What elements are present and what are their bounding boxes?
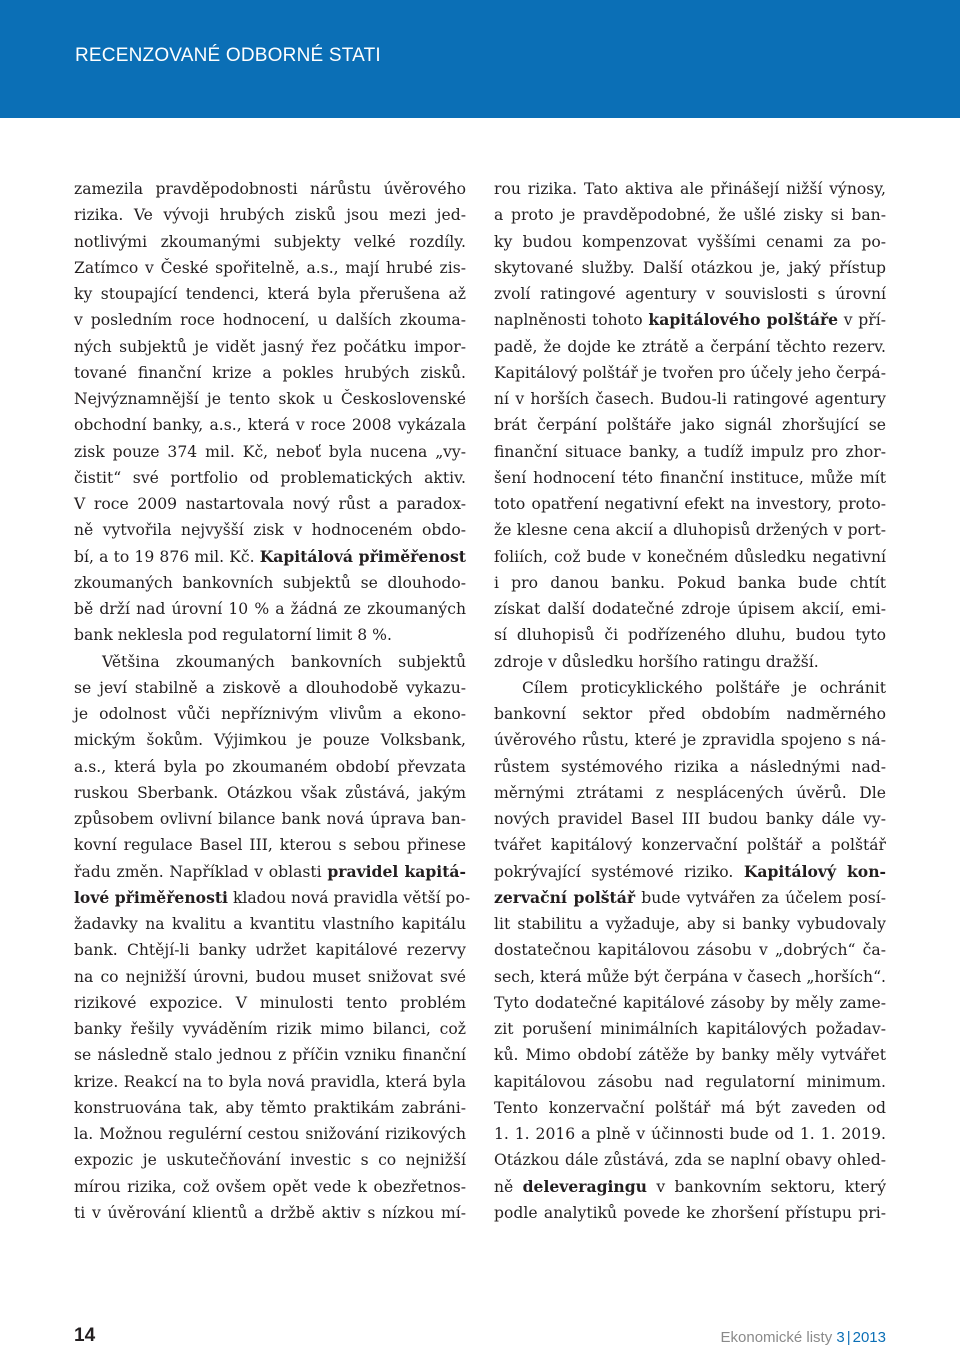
bold-term: zervační polštář — [494, 887, 636, 907]
text-run: toto opatření negativní efekt na investory, proto- — [494, 495, 886, 513]
text-run: zit porušení minimálních kapitálových požadav- — [494, 1020, 886, 1038]
text-line — [74, 465, 466, 491]
text-run: sech, která může být čerpána v časech „horších“. — [494, 967, 886, 986]
text-run: notlivými zkoumanými subjekty velké rozdíly. — [74, 232, 466, 251]
text-run: řadu změn. Například v oblasti — [74, 862, 328, 881]
text-line — [74, 1069, 466, 1095]
text-run: bank. Chtějí-li banky udržet kapitálové rezervy — [74, 941, 466, 960]
text-line — [494, 307, 886, 333]
text-line — [494, 412, 886, 438]
text-line — [74, 622, 466, 648]
text-line — [74, 1121, 466, 1147]
text-line — [494, 281, 886, 307]
text-run: ti v úvěrování klientů a držbě aktiv s nízkou mí- — [74, 1203, 466, 1222]
text-run: kapitálovou zásobu nad regulatorní minimum. — [494, 1072, 886, 1091]
text-line — [494, 885, 886, 911]
text-run: bankovní sektor před obdobím nadměrného — [494, 705, 886, 723]
text-line — [494, 255, 886, 281]
issue-number: 3 — [836, 1329, 845, 1346]
issue-year: 2013 — [852, 1329, 886, 1346]
journal-name: Ekonomické listy — [720, 1329, 833, 1346]
text-run: je odolnost vůči nepříznivým vlivům a ekono- — [74, 705, 466, 723]
footer-separator: | — [846, 1329, 851, 1346]
text-run: nových pravidel Basel III budou banky dále vy- — [494, 810, 886, 828]
text-run: Zatímco v České spořitelně, a.s., mají hrubé zis- — [74, 258, 466, 277]
text-line — [74, 386, 466, 412]
text-run: podle analytiků povede ke zhoršení přístupu pri- — [494, 1203, 886, 1222]
text-line — [494, 832, 886, 858]
bold-term: lové přiměřenosti — [74, 887, 228, 907]
text-line — [74, 360, 466, 386]
text-run: 1. 1. 2016 a plně v účinnosti bude od 1. 1. 2019. — [494, 1125, 886, 1143]
bold-term: kapitálového polštáře — [648, 310, 839, 330]
text-run: že klesne cena akcií a dluhopisů držených v port- — [494, 521, 886, 540]
text-line — [494, 439, 886, 465]
text-line — [494, 491, 886, 517]
text-line — [74, 806, 466, 832]
text-line — [74, 675, 466, 701]
text-run: konstruována tak, aby těmto praktikám zabráni- — [74, 1098, 466, 1117]
text-line — [74, 780, 466, 806]
text-run: rou rizika. Tato aktiva ale přinášejí nižší výnosy, — [494, 180, 886, 198]
text-run: Tento konzervační polštář má být zaveden od — [494, 1098, 886, 1117]
text-line — [74, 544, 466, 570]
text-line — [494, 649, 886, 675]
text-line — [74, 439, 466, 465]
text-run: brát čerpání polštáře jako signál zhoršující se — [494, 416, 886, 435]
text-line — [494, 596, 886, 622]
text-run: lit stabilitu a vyžaduje, aby si banky vybudovaly — [494, 915, 886, 933]
text-line — [74, 911, 466, 937]
text-line — [494, 727, 886, 753]
text-line — [494, 465, 886, 491]
text-line — [74, 859, 466, 885]
text-run: tované finanční krize a pokles hrubých zisků. — [74, 363, 466, 382]
text-run: i pro danou banku. Pokud banka bude chtít — [494, 573, 886, 592]
text-run: úvěrového růstu, které je zpravidla spojeno s ná- — [494, 731, 886, 750]
text-run: a proto je pravděpodobné, že ušlé zisky si ban- — [494, 206, 886, 225]
text-line — [494, 229, 886, 255]
left-text-column — [74, 176, 471, 1226]
bold-term: deleveragingu — [522, 1176, 648, 1196]
text-line — [74, 649, 466, 675]
text-run: bě drží nad úrovní 10 % a žádná ze zkoumaných — [74, 600, 466, 618]
text-run: měrnými ztrátami z nesplácených úvěrů. Dle — [494, 783, 886, 802]
text-line — [74, 202, 466, 228]
text-line — [74, 1174, 466, 1200]
text-line — [74, 885, 471, 911]
bold-term: Kapitálový kon- — [743, 861, 886, 881]
text-run: mírou rizika, což ovšem opět vede k obezřetnos- — [74, 1177, 466, 1196]
text-run: zvolí ratingové agentury v souvislosti s úrovní — [494, 285, 886, 303]
text-line — [74, 1095, 466, 1121]
text-line — [494, 859, 886, 885]
text-run: zamezila pravděpodobnosti nárůstu úvěrového — [74, 180, 466, 198]
text-run: sí dluhopisů či podřízeného dluhu, budou tyto — [494, 626, 886, 645]
text-run: finanční situace banky, a tudíž impulz pro zhor- — [494, 442, 886, 461]
text-run: la. Možnou regulérní cestou snižování rizikových — [74, 1125, 466, 1143]
text-run: foliích, což bude v konečném důsledku negativní — [494, 547, 886, 566]
text-run: ně vytvořila nejvyšší zisk v hodnoceném obdo- — [74, 521, 466, 540]
text-line — [74, 596, 466, 622]
text-run: kladou nová pravidla větší po- — [227, 888, 471, 907]
text-run: získat další dodatečné zdroje úpisem akcií, emi- — [494, 600, 886, 618]
section-title: RECENZOVANÉ ODBORNÉ STATI — [75, 45, 381, 66]
text-run: v posledním roce hodnocení, u dalších zkouma- — [74, 311, 466, 330]
text-run: kovní regulace Basel III, kterou s sebou přinese — [74, 836, 466, 855]
text-run: mickým šokům. Výjimkou je pouze Volksbank, — [74, 731, 466, 750]
text-run: ní v horších časech. Budou-li ratingové agentury — [494, 390, 886, 408]
text-run: banky řešily vyváděním rizik mimo bilanci, což — [74, 1020, 466, 1038]
text-run: rizikové expozice. V minulosti tento problém — [74, 993, 466, 1012]
text-run: ků. Mimo období zátěže by banky měly vytvářet — [494, 1046, 886, 1065]
text-line — [74, 229, 466, 255]
text-line — [74, 570, 466, 596]
text-line — [494, 360, 886, 386]
text-line — [494, 334, 886, 360]
text-run: šení hodnocení této finanční instituce, může mít — [494, 468, 886, 487]
text-line — [74, 990, 466, 1016]
text-run: dostatečnou kapitálovou zásobu v „dobrých“ ča- — [494, 941, 886, 960]
text-line — [494, 754, 886, 780]
text-run: se jeví stabilně a ziskově a dlouhodobě vykazu- — [74, 678, 466, 697]
text-line — [494, 701, 886, 727]
text-line — [494, 1069, 886, 1095]
text-run: v pří- — [838, 311, 886, 330]
text-line — [494, 517, 886, 543]
text-run: a.s., která byla po zkoumaném období převzata — [74, 757, 466, 776]
text-line — [494, 570, 886, 596]
right-text-column — [494, 176, 886, 1226]
text-line — [74, 412, 466, 438]
text-run: způsobem ovlivní bilance bank nová úprava ban- — [74, 810, 466, 828]
text-line — [494, 806, 886, 832]
text-run: expozic je uskutečňování investic s co nejnižší — [74, 1151, 466, 1170]
text-line — [494, 1174, 886, 1200]
text-line — [494, 964, 886, 990]
text-run: ky stoupající tendenci, která byla přerušena až — [74, 285, 466, 303]
text-line — [494, 202, 886, 228]
text-line — [74, 1200, 466, 1226]
text-line — [74, 517, 466, 543]
text-run: růstem systémového rizika a následnými nad- — [494, 757, 886, 776]
text-line — [494, 544, 886, 570]
text-line — [74, 937, 466, 963]
text-line — [494, 1200, 886, 1226]
journal-footer — [721, 1329, 887, 1346]
text-line — [494, 937, 886, 963]
page-number: 14 — [74, 1325, 96, 1346]
text-line — [494, 780, 886, 806]
text-run: krize. Reakcí na to byla nová pravidla, která byla — [74, 1072, 466, 1091]
text-line — [494, 1095, 886, 1121]
text-run: čistit“ své portfolio od problematických aktiv. — [74, 468, 466, 487]
text-line — [74, 1147, 466, 1173]
text-line — [74, 281, 466, 307]
text-run: skytované služby. Další otázkou je, jaký přístup — [494, 258, 886, 277]
text-run: se následně stalo jednou z příčin vzniku finanční — [74, 1046, 466, 1065]
text-line — [74, 1042, 466, 1068]
text-run: Cílem proticyklického polštáře je ochránit — [522, 678, 886, 697]
text-line — [494, 1147, 886, 1173]
text-line — [74, 832, 466, 858]
text-run: bude vytvářen za účelem posí- — [635, 888, 886, 907]
text-line — [74, 701, 466, 727]
text-line — [74, 727, 466, 753]
text-line — [494, 386, 886, 412]
text-line — [494, 1016, 886, 1042]
text-run: na co nejnižší úrovni, budou muset snižovat své — [74, 967, 466, 986]
bold-term: pravidel kapitá- — [327, 861, 466, 881]
text-line — [74, 307, 466, 333]
text-run: pokrývající systémové riziko. — [494, 862, 744, 881]
text-run: zdroje v důsledku horšího ratingu dražší. — [494, 652, 819, 671]
text-run: tvářet kapitálový konzervační polštář a polštář — [494, 836, 886, 855]
text-run: ruskou Sberbank. Otázkou však zůstává, jakým — [74, 783, 466, 802]
text-run: bank neklesla pod regulatorní limit 8 %. — [74, 626, 392, 645]
text-line — [74, 491, 466, 517]
text-run: V roce 2009 nastartovala nový růst a paradox- — [74, 495, 466, 513]
text-run: rizika. Ve vývoji hrubých zisků jsou mezi jed- — [74, 206, 466, 225]
text-line — [494, 990, 886, 1016]
text-run: padě, že dojde ke ztrátě a čerpání těchto rezerv. — [494, 337, 886, 356]
text-line — [74, 334, 466, 360]
text-run: bí, a to 19 876 mil. Kč. — [74, 547, 260, 566]
text-line — [494, 911, 886, 937]
text-run: obchodní banky, a.s., která v roce 2008 vykázala — [74, 416, 466, 435]
bold-term: Kapitálová přiměřenost — [259, 546, 466, 566]
text-line — [74, 176, 466, 202]
text-run: Kapitálový polštář je tvořen pro účely jeho čerpá- — [494, 363, 886, 382]
text-line — [74, 1016, 466, 1042]
text-line — [494, 1042, 886, 1068]
text-line — [494, 1121, 886, 1147]
text-run: zisk pouze 374 mil. Kč, neboť byla nucena „vy- — [74, 442, 466, 461]
text-run: zkoumaných bankovních subjektů se dlouhodo- — [74, 573, 466, 592]
text-run: žadavky na kvalitu a kvantitu vlastního kapitálu — [74, 915, 466, 933]
text-line — [74, 964, 466, 990]
text-run: Tyto dodatečné kapitálové zásoby by měly zame- — [494, 993, 886, 1012]
text-line — [494, 675, 886, 701]
text-run: Otázkou dále zůstává, zda se naplní obavy ohled- — [494, 1151, 886, 1170]
text-run: ně — [494, 1177, 523, 1196]
text-line — [494, 176, 886, 202]
text-run: Nejvýznamnější je tento skok u Československé — [74, 390, 466, 408]
text-run: naplněnosti tohoto — [494, 311, 649, 330]
text-run: ky budou kompenzovat vyššími cenami za po- — [494, 232, 886, 251]
text-run: Většina zkoumaných bankovních subjektů — [102, 652, 466, 671]
text-line — [494, 622, 886, 648]
header-band — [0, 0, 960, 118]
text-line — [74, 255, 466, 281]
text-line — [74, 754, 466, 780]
text-run: ných subjektů je vidět jasný řez počátku impor- — [74, 337, 466, 356]
text-run: v bankovním sektoru, který — [647, 1177, 886, 1196]
